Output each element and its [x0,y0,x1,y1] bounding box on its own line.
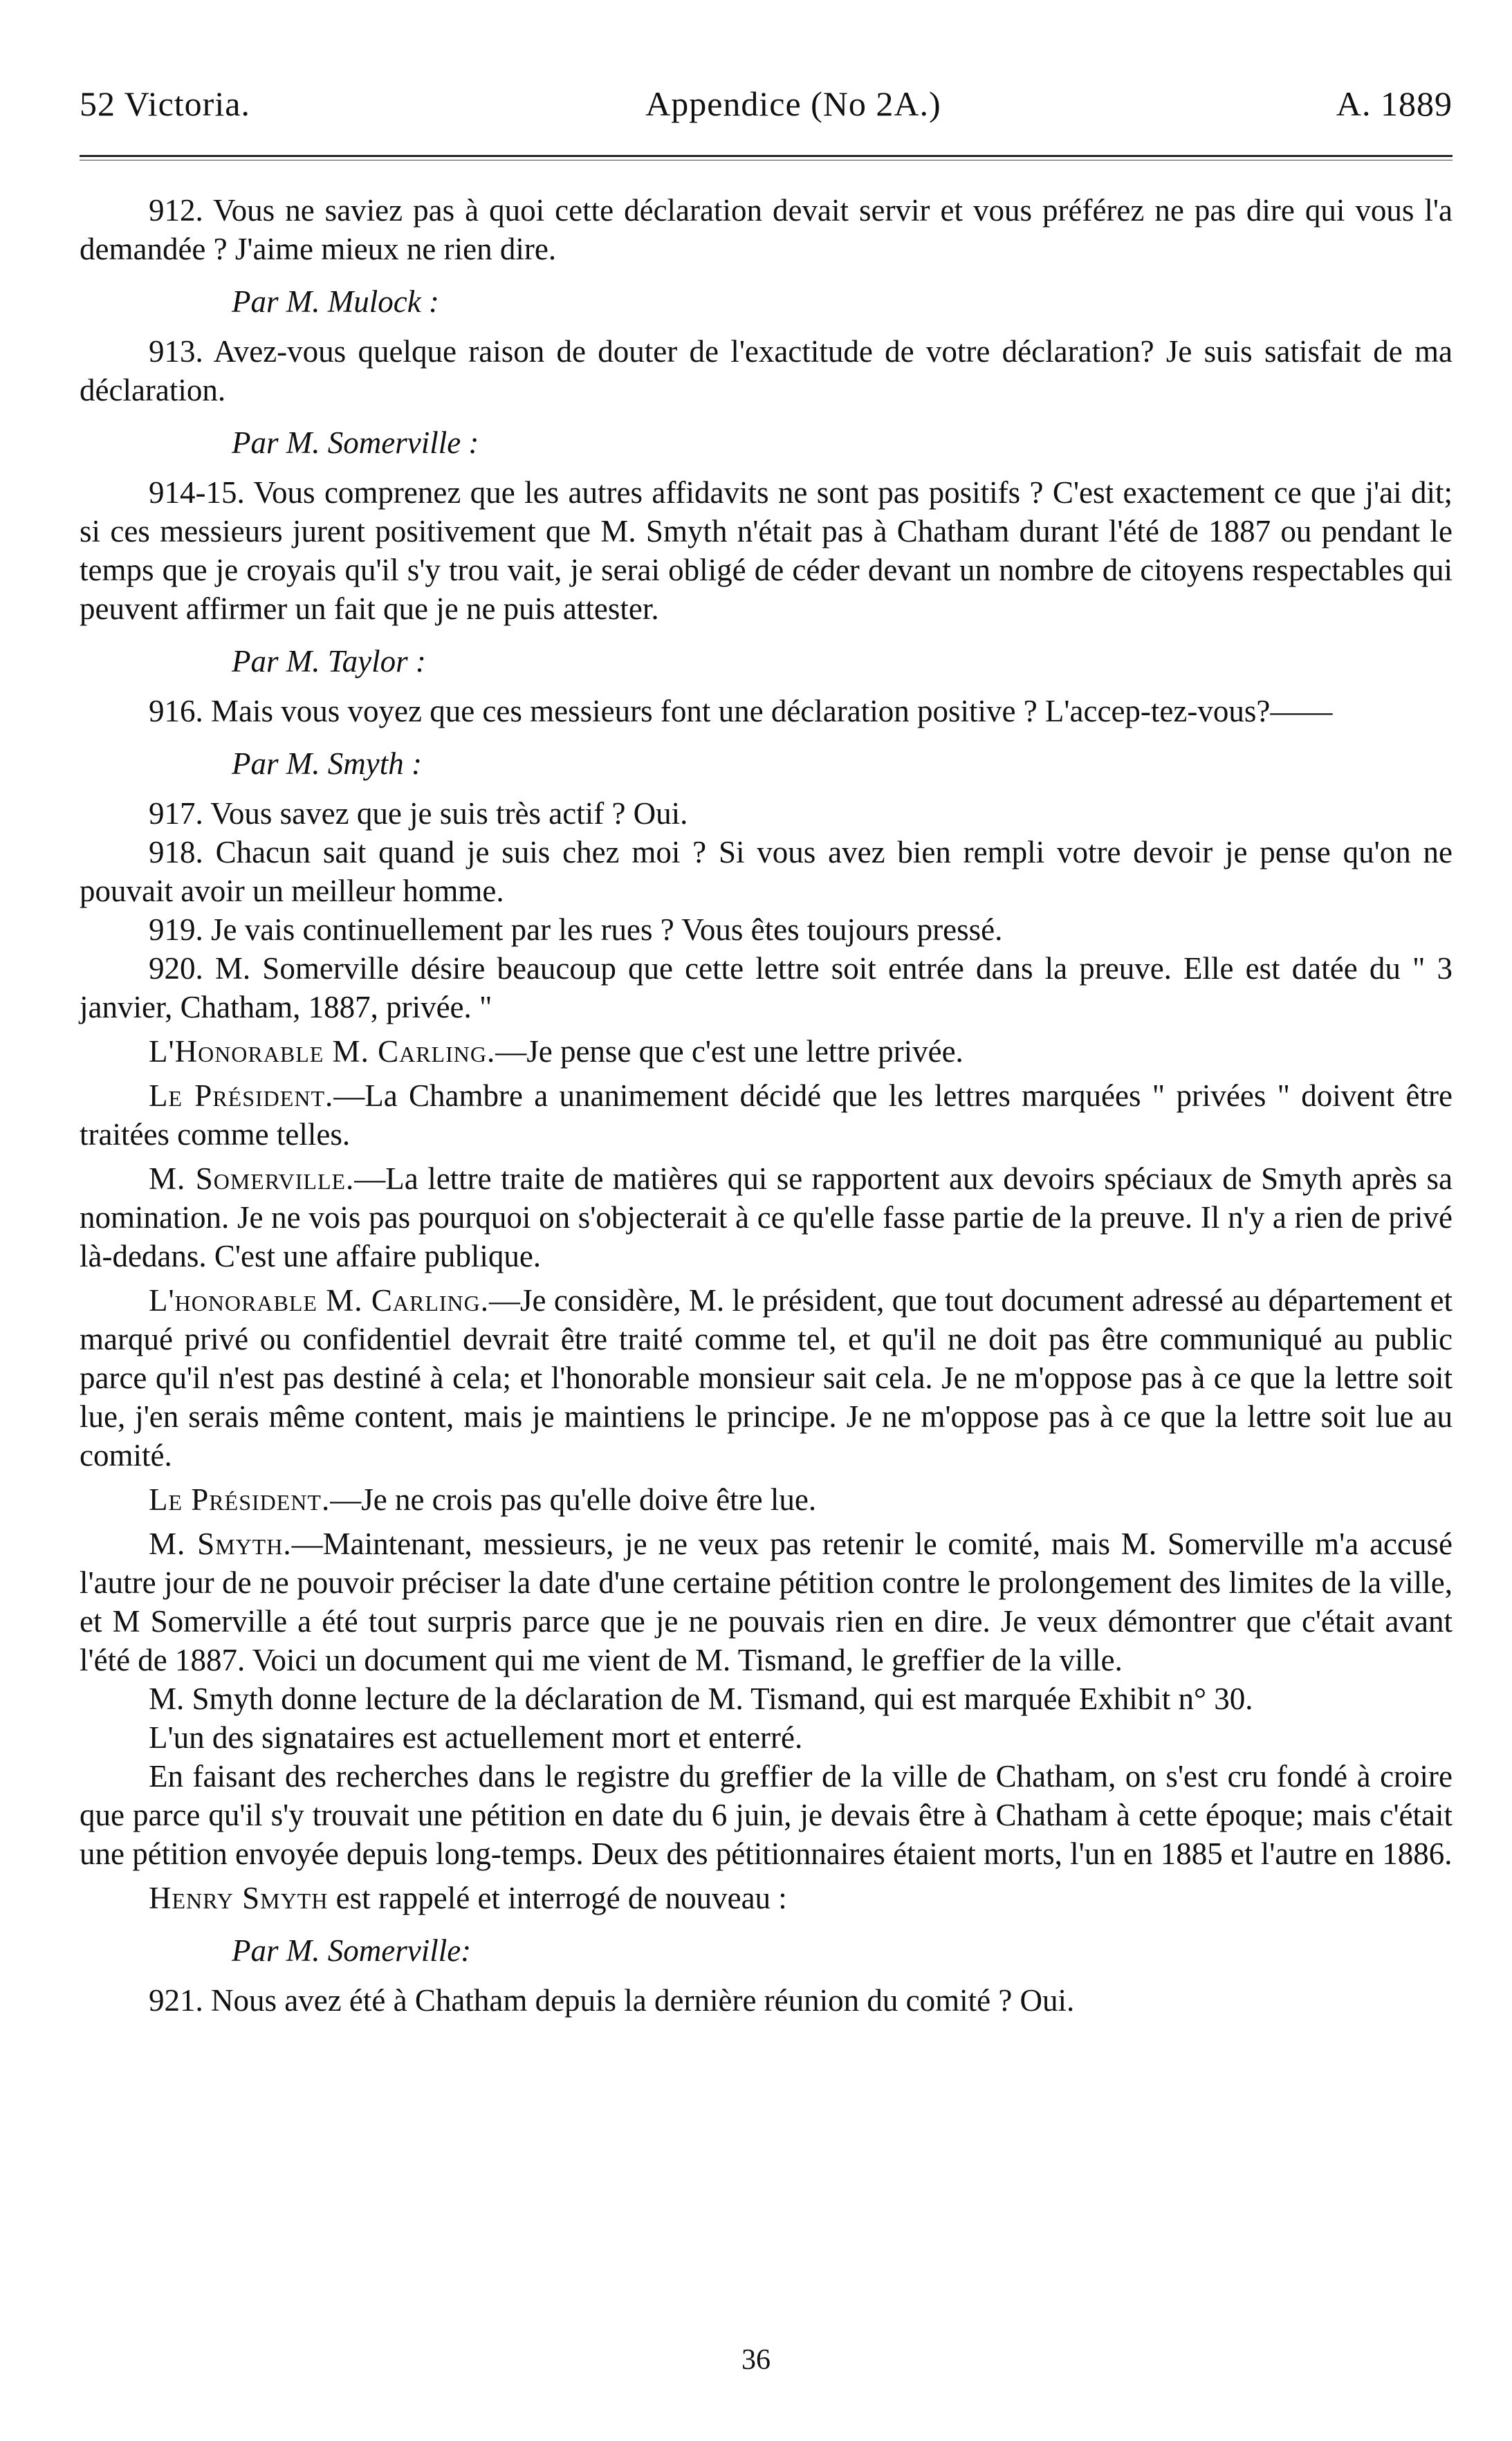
speaker-text: —Maintenant, messieurs, je ne veux pas retenir le comité, mais M. Somerville m'a accusé l'autre jour de ne pouvoir préciser la date d'une certaine pétition contre le prolongement des limites de la ville, et M Somerville a été tout surpris parce que je ne pouvais rien en dire. Je veux démontrer que c'était avant l'été de 1887. Voici un document qui me vient de M. Tismand, le greffier de la ville. [80,1527,1453,1677]
question-paragraph: 914-15. Vous comprenez que les autres affidavits ne sont pas positifs ? C'est exactement ce que j'ai dit; si ces messieurs jurent positivement que M. Smyth n'était pas à Chatham durant l'été de 1887 ou pendant le temps que je croyais qu'il s'y trou vait, je serai obligé de céder devant un nombre de citoyens respectables qui peuvent affirmer un fait que je ne puis attester. [80,475,1453,626]
speaker-paragraph [80,1076,1453,1154]
speaker-paragraph [80,1159,1453,1275]
speaker-name: L'Honorable M. Carling. [149,1034,496,1069]
header-left: 52 Victoria. [80,84,250,123]
running-header [80,83,1453,125]
header-center: Appendice (No 2A.) [645,84,941,123]
speaker-paragraph [80,1525,1453,1679]
header-right: A. 1889 [1336,84,1453,123]
speaker-text: est rappelé et interrogé de nouveau : [328,1881,787,1915]
question-paragraph: 919. Je vais continuellement par les rues ? Vous êtes toujours pressé. [149,912,1003,947]
examiner-heading: Par M. Somerville : [232,425,479,460]
question-paragraph: 920. M. Somerville désire beaucoup que cette lettre soit entrée dans la preuve. Elle est datée du " 3 janvier, Chatham, 1887, privée. " [80,951,1453,1024]
speaker-name: L'honorable M. Carling. [149,1283,489,1318]
speaker-paragraph [80,1281,1453,1475]
speaker-text: —Je pense que c'est une lettre privée. [495,1034,964,1069]
question-paragraph: 921. Nous avez été à Chatham depuis la dernière réunion du comité ? Oui. [149,1983,1075,2018]
question-paragraph: 918. Chacun sait quand je suis chez moi ? Si vous avez bien rempli votre devoir je pense qu'on ne pouvait avoir un meilleur homme. [80,835,1453,908]
question-paragraph: M. Smyth donne lecture de la déclaration de M. Tismand, qui est marquée Exhibit n° 30. [149,1682,1253,1716]
speaker-paragraph [80,1879,1453,1917]
question-paragraph: 917. Vous savez que je suis très actif ? Oui. [149,796,688,831]
speaker-name: Le Président. [149,1078,334,1113]
question-paragraph: L'un des signataires est actuellement mort et enterré. [149,1720,803,1755]
speaker-text: —La lettre traite de matières qui se rapportent aux devoirs spéciaux de Smyth après sa nomination. Je ne vois pas pourquoi on s'objecterait à ce qu'elle fasse partie de la preuve. Il n'y a rien de privé là-dedans. C'est une affaire publique. [80,1161,1453,1273]
speaker-name: Le Président. [149,1482,331,1517]
speaker-name: M. Somerville. [149,1161,355,1196]
question-paragraph: 912. Vous ne saviez pas à quoi cette déclaration devait servir et vous préférez ne pas dire qui vous l'a demandée ? J'aime mieux ne rien dire. [80,193,1453,266]
document-page [80,83,1453,2020]
speaker-paragraph [80,1480,1453,1519]
examiner-heading: Par M. Mulock : [232,284,439,319]
examiner-heading: Par M. Somerville: [232,1933,472,1968]
speaker-text: —La Chambre a unanimement décidé que les lettres marquées " privées " doivent être traitées comme telles. [80,1078,1453,1152]
question-paragraph: En faisant des recherches dans le registre du greffier de la ville de Chatham, on s'est cru fondé à croire que parce qu'il s'y trouvait une pétition en date du 6 juin, je devais être à Chatham à cette époque; mais c'était une pétition envoyée depuis long-temps. Deux des pétitionnaires étaient morts, l'un en 1885 et l'autre en 1886. [80,1759,1453,1871]
question-paragraph: 913. Avez-vous quelque raison de douter de l'exactitude de votre déclaration? Je suis satisfait de ma déclaration. [80,334,1453,407]
header-rule [80,155,1453,160]
speaker-name: M. Smyth. [149,1527,292,1561]
question-paragraph: 916. Mais vous voyez que ces messieurs font une déclaration positive ? L'accep-tez-vous?—— [149,694,1333,728]
page-number: 36 [741,2344,771,2376]
examiner-heading: Par M. Taylor : [232,644,426,679]
speaker-paragraph [80,1032,1453,1071]
examiner-heading: Par M. Smyth : [232,746,422,781]
speaker-text: —Je ne crois pas qu'elle doive être lue. [330,1482,817,1517]
speaker-name: Henry Smyth [149,1881,329,1915]
speaker-text: —Je considère, M. le président, que tout document adressé au département et marqué privé ou confidentiel devrait être traité comme tel, et qu'il ne doit pas être communiqué au public parce qu'il n'est pas destiné à cela; et l'honorable monsieur sait cela. Je ne m'oppose pas à ce que la lettre soit lue, j'en serais même content, mais je maintiens le principe. Je ne m'oppose pas à ce que la lettre soit lue au comité. [80,1283,1453,1473]
body-text [80,191,1453,2020]
